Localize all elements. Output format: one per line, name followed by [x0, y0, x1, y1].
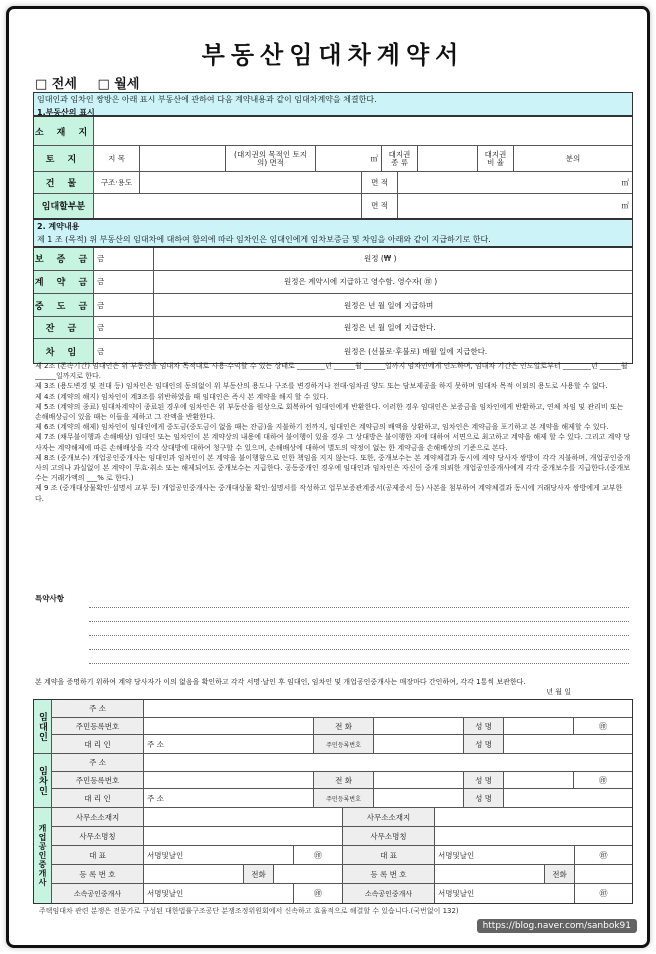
- landlord-agent-address[interactable]: 주 소: [144, 735, 314, 753]
- document-frame: [6, 6, 650, 948]
- broker1-reg-input[interactable]: [144, 865, 244, 883]
- broker1-tel-input[interactable]: [274, 865, 343, 883]
- location-row: [34, 117, 632, 146]
- land-type-label: 지 목: [94, 146, 140, 171]
- broker2-affiliated-seal[interactable]: ㊞: [599, 889, 608, 898]
- broker1-office-name-input[interactable]: [144, 827, 343, 845]
- landlord-name-input[interactable]: [504, 718, 574, 735]
- tenant-id-row: [52, 772, 632, 790]
- closing-text: [35, 677, 631, 697]
- broker-office-name-row: [52, 827, 632, 846]
- clause-3: 제 3조 (용도변경 및 전대 등) 임차인은 임대인의 동의없이 위 부동산의 용도나 구조를 변경하거나 전대·임차권 양도 또는 담보제공을 하지 못하며 임대차 목적 이외의 용도로 사용할 수 없다.: [35, 382, 608, 391]
- special-line[interactable]: [89, 607, 629, 608]
- landlord-label: 임대인: [34, 700, 52, 753]
- balance-label: 잔 금: [34, 317, 94, 339]
- land-label: 토 지: [34, 146, 94, 171]
- contract-date[interactable]: 년 월 일: [546, 688, 571, 696]
- payment-row: [34, 317, 632, 340]
- section2-title: 2. 계약내용: [37, 222, 80, 231]
- lease-part-label: 임대할부분: [34, 194, 94, 219]
- clause-4: 제 4조 (계약의 해지) 임차인이 계3조를 위반하였을 때 임대인은 즉시 본 계약을 해지 할 수 있다.: [35, 392, 329, 401]
- special-line[interactable]: [89, 649, 629, 650]
- tenant-agent-name-input[interactable]: [504, 789, 632, 807]
- clauses: [35, 361, 631, 504]
- interim-input[interactable]: 원정은 년 월 일에 지급하며: [344, 300, 434, 310]
- article1-text: 제 1 조 (목적) 위 부동산의 임대차에 대하여 합의에 따라 임차인은 임대인에게 임차보증금 및 차임을 아래와 같이 지급하기로 한다.: [37, 235, 491, 244]
- landlord-phone-input[interactable]: [374, 718, 464, 735]
- broker2-affiliated-sign[interactable]: 서명및날인: [435, 884, 575, 903]
- location-input[interactable]: [94, 117, 632, 145]
- land-right-ratio-input[interactable]: 분의: [565, 154, 581, 164]
- landlord-resident-label: 주민등록번호: [52, 718, 144, 735]
- lease-area-unit[interactable]: ㎡: [621, 201, 629, 211]
- broker2-reg-label: 등 록 번 호: [343, 865, 435, 883]
- land-area-unit[interactable]: ㎡: [316, 146, 382, 171]
- tenant-address-label: 주 소: [52, 754, 144, 771]
- intro-header: [33, 92, 633, 116]
- land-right-kind-input[interactable]: [418, 146, 478, 171]
- landlord-resident-input[interactable]: [144, 718, 314, 735]
- broker2-tel-label: 전화: [545, 865, 575, 883]
- balance-prefix: 금: [94, 317, 154, 339]
- payment-row: [34, 294, 632, 317]
- lease-area-label: 면 적: [362, 194, 398, 219]
- tenant-name-input[interactable]: [504, 772, 574, 789]
- deposit-input[interactable]: 원정 (₩ ): [364, 254, 397, 264]
- broker2-rep-label: 대 표: [343, 846, 435, 864]
- broker1-rep-label: 대 표: [52, 846, 144, 864]
- tenant-agent-resident-input[interactable]: [374, 789, 464, 807]
- tenant-resident-input[interactable]: [144, 772, 314, 789]
- payment-row: [34, 271, 632, 295]
- tenant-phone-input[interactable]: [374, 772, 464, 789]
- rent-prefix: 금: [94, 339, 154, 363]
- jeonse-checkbox[interactable]: □ 전세: [35, 77, 77, 92]
- tenant-block: [34, 754, 632, 808]
- building-row: [34, 172, 632, 194]
- tenant-resident-label: 주민등록번호: [52, 772, 144, 789]
- payment-row: [34, 248, 632, 271]
- parties-table: [33, 699, 633, 904]
- tenant-name-label: 성 명: [464, 772, 504, 789]
- landlord-address-label: 주 소: [52, 700, 144, 717]
- clause-2: 제 2조 (존속기간) 임대인은 위 부동산을 임대차 목적대로 사용·수익할 수 있는 상태로 ________년 ______월 ______일까지 임차인에게 인도하며, 임대차 기간은 인도일로부터 ________년 ______월 ______일까지로 한다.: [35, 362, 628, 381]
- landlord-address-row: [52, 700, 632, 718]
- tenant-agent-label: 대 리 인: [52, 789, 144, 807]
- landlord-seal[interactable]: ㊞: [599, 721, 607, 731]
- payment-table: [33, 247, 633, 364]
- property-table: [33, 116, 633, 219]
- clause-7: 제 7조 (채무불이행과 손해배상) 임대인 또는 임차인이 본 계약상의 내용에 대하여 불이행이 있을 경우 그 상대방은 불이행한 자에 대하여 서면으로 최고하고 계약을 해제 할 수 있다. 그리고 계약 당사자는 계약해제에 따른 손해배상을 각각 상대방에 대하여 청구할 수 있으며, 손해배상에 대하여 별도의 약정이 없는 한 계약금을 손해배상의 기준으로 본다.: [35, 433, 631, 452]
- clause-9: 제 9 조 (중개대상물확인·설명서 교부 등) 개업공인중개사는 중개대상물 확인·설명서를 작성하고 업무보증관계증서(공제증서 등) 사본을 첨부하여 계약체결과 동시에 거래당사자 쌍방에게 교부한다.: [35, 484, 623, 503]
- payment-row: [34, 339, 632, 363]
- tenant-seal[interactable]: ㊞: [599, 775, 607, 785]
- special-terms: [35, 593, 631, 604]
- down-payment-input[interactable]: 원정은 계약시에 지급하고 영수함. 영수자( ㊞ ): [284, 277, 438, 287]
- broker2-office-name-input[interactable]: [435, 827, 632, 845]
- land-type-input[interactable]: [140, 146, 226, 171]
- tenant-label: 임차인: [34, 754, 52, 807]
- broker2-affiliated-label: 소속공인중개사: [343, 884, 435, 903]
- down-payment-label: 계 약 금: [34, 271, 94, 294]
- broker1-affiliated-seal[interactable]: ㊞: [294, 884, 343, 903]
- building-label: 건 물: [34, 172, 94, 193]
- landlord-phone-label: 전 화: [314, 718, 374, 735]
- landlord-address-input[interactable]: [144, 700, 632, 717]
- land-right-kind-label: 대지권 종 류: [382, 146, 418, 171]
- clause-5: 제 5조 (계약의 종료) 임대차계약이 종료된 경우에 임차인은 위 부동산을 원상으로 회복하여 임대인에게 반환한다. 이러한 경우 임대인은 보증금을 임차인에게 반환하고, 연체 차임 및 관리비 또는 손해배상금이 있을 때는 이들을 제하고 그 잔액을 반환한다.: [35, 402, 624, 422]
- special-line[interactable]: [89, 621, 629, 622]
- broker2-office-addr-label: 사무소소재지: [343, 808, 435, 826]
- document-title: 부동산임대차계약서: [201, 40, 465, 69]
- deposit-prefix: 금: [94, 248, 154, 270]
- broker-reg-row: [52, 865, 632, 884]
- broker-office-addr-row: [52, 808, 632, 827]
- tenant-address-row: [52, 754, 632, 772]
- clause-6: 제 6조 (계약의 해제) 임차인이 임대인에게 중도금(중도금이 없을 때는 잔금)을 지불하기 전까지, 임대인은 계약금의 배액을 상환하고, 임차인은 계약금을 포기하고 본 계약을 해제할 수 있다.: [35, 423, 609, 432]
- broker-rep-row: [52, 846, 632, 865]
- tenant-address-input[interactable]: [144, 754, 632, 771]
- special-line[interactable]: [89, 663, 629, 664]
- broker1-office-addr-label: 사무소소재지: [52, 808, 144, 826]
- land-area-label: (대지권의 목적인 토지의) 면적: [226, 146, 316, 171]
- watermark: https://blog.naver.com/sanbok91: [477, 919, 637, 933]
- broker2-office-addr-input[interactable]: [435, 808, 632, 826]
- intro-text: 임대인과 임차인 쌍방은 아래 표시 부동산에 관하여 다음 계약내용과 같이 임대차계약을 체결한다.: [37, 95, 377, 104]
- land-right-ratio-label: 대지권 비 율: [478, 146, 514, 171]
- building-area-label: 면 적: [362, 172, 398, 193]
- broker1-sign[interactable]: 서명및날인: [144, 846, 294, 864]
- broker1-seal[interactable]: ㊞: [294, 846, 343, 864]
- tenant-agent-row: [52, 789, 632, 807]
- tenant-agent-resident-label: 주민등록번호: [314, 789, 374, 807]
- down-payment-prefix: 금: [94, 271, 154, 294]
- broker1-reg-label: 등 록 번 호: [52, 865, 144, 883]
- broker1-affiliated-label: 소속공인중개사: [52, 884, 144, 903]
- landlord-agent-name-label: 성 명: [464, 735, 504, 753]
- footer-note: 주택임대차 관련 분쟁은 전문가로 구성된 대한법률구조공단 분쟁조정위원회에서 신속하고 효율적으로 해결할 수 있습니다.(국번없이 132): [39, 907, 459, 915]
- structure-use-input[interactable]: [140, 172, 362, 193]
- section2-header: [33, 219, 633, 247]
- broker1-office-addr-input[interactable]: [144, 808, 343, 826]
- lease-part-input[interactable]: [94, 194, 362, 219]
- closing-statement: 본 계약을 증명하기 위하여 계약 당사자가 이의 없음을 확인하고 각각 서명·날인 후 임대인, 임차인 및 개업공인중개사는 매장마다 간인하여, 각각 1통씩 보관한다.: [35, 678, 526, 686]
- special-line[interactable]: [89, 635, 629, 636]
- broker-affiliated-row: [52, 884, 632, 903]
- broker2-tel-input[interactable]: [575, 865, 632, 883]
- landlord-agent-label: 대 리 인: [52, 735, 144, 753]
- landlord-block: [34, 700, 632, 754]
- special-terms-label: 특약사항: [35, 594, 64, 603]
- broker2-reg-input[interactable]: [435, 865, 545, 883]
- tenant-agent-address[interactable]: 주 소: [144, 789, 314, 807]
- structure-use-label: 구조·용도: [94, 172, 140, 193]
- broker1-tel-label: 전화: [244, 865, 274, 883]
- broker2-seal[interactable]: ㊞: [599, 850, 608, 860]
- interim-label: 중 도 금: [34, 294, 94, 316]
- clause-8: 제 8조 (중개보수) 개업공인중개사는 임대인과 임차인이 본 계약을 불이행함으로 인한 책임을 지지 않는다. 또한, 중개보수는 본 계약체결과 동시에 계약 당사자 쌍방이 각각 지불하며, 개업공인중개사의 고의나 과실없이 본 계약이 무효·취소 또는 해제되어도 중개보수는 지급한다. 공동중개인 경우에 임대인과 임차인은 자신이 중개 의뢰한 개업공인중개사에게 각각 중개보수를 지급한다.(중개보수는 거래가액의 ___% 로 한다.): [35, 453, 631, 483]
- landlord-agent-resident-input[interactable]: [374, 735, 464, 753]
- landlord-name-label: 성 명: [464, 718, 504, 735]
- broker1-office-name-label: 사무소명칭: [52, 827, 144, 845]
- contract-type: [35, 73, 155, 92]
- deposit-label: 보 증 금: [34, 248, 94, 270]
- rent-input[interactable]: 원정은 (선불로·후불로) 매월 일에 지급한다.: [344, 346, 488, 356]
- broker2-office-name-label: 사무소명칭: [343, 827, 435, 845]
- section1-title: 1.부동산의 표시: [37, 108, 95, 117]
- wolse-checkbox[interactable]: □ 월세: [97, 77, 140, 92]
- interim-prefix: 금: [94, 294, 154, 316]
- balance-input[interactable]: 원정은 년 월 일에 지급한다.: [344, 323, 436, 333]
- building-area-unit[interactable]: ㎡: [621, 177, 629, 187]
- rent-label: 차 임: [34, 339, 94, 363]
- tenant-phone-label: 전 화: [314, 772, 374, 789]
- broker-block: [34, 808, 632, 903]
- broker-label: 개업공인중개사: [34, 808, 52, 903]
- landlord-id-row: [52, 718, 632, 736]
- broker2-sign[interactable]: 서명및날인: [435, 846, 575, 864]
- landlord-agent-resident-label: 주민등록번호: [314, 735, 374, 753]
- location-label: 소 재 지: [34, 117, 94, 145]
- landlord-agent-row: [52, 735, 632, 753]
- landlord-agent-name-input[interactable]: [504, 735, 632, 753]
- lease-part-row: [34, 194, 632, 219]
- land-row: [34, 146, 632, 172]
- broker1-affiliated-sign[interactable]: 서명및날인: [144, 884, 294, 903]
- tenant-agent-name-label: 성 명: [464, 789, 504, 807]
